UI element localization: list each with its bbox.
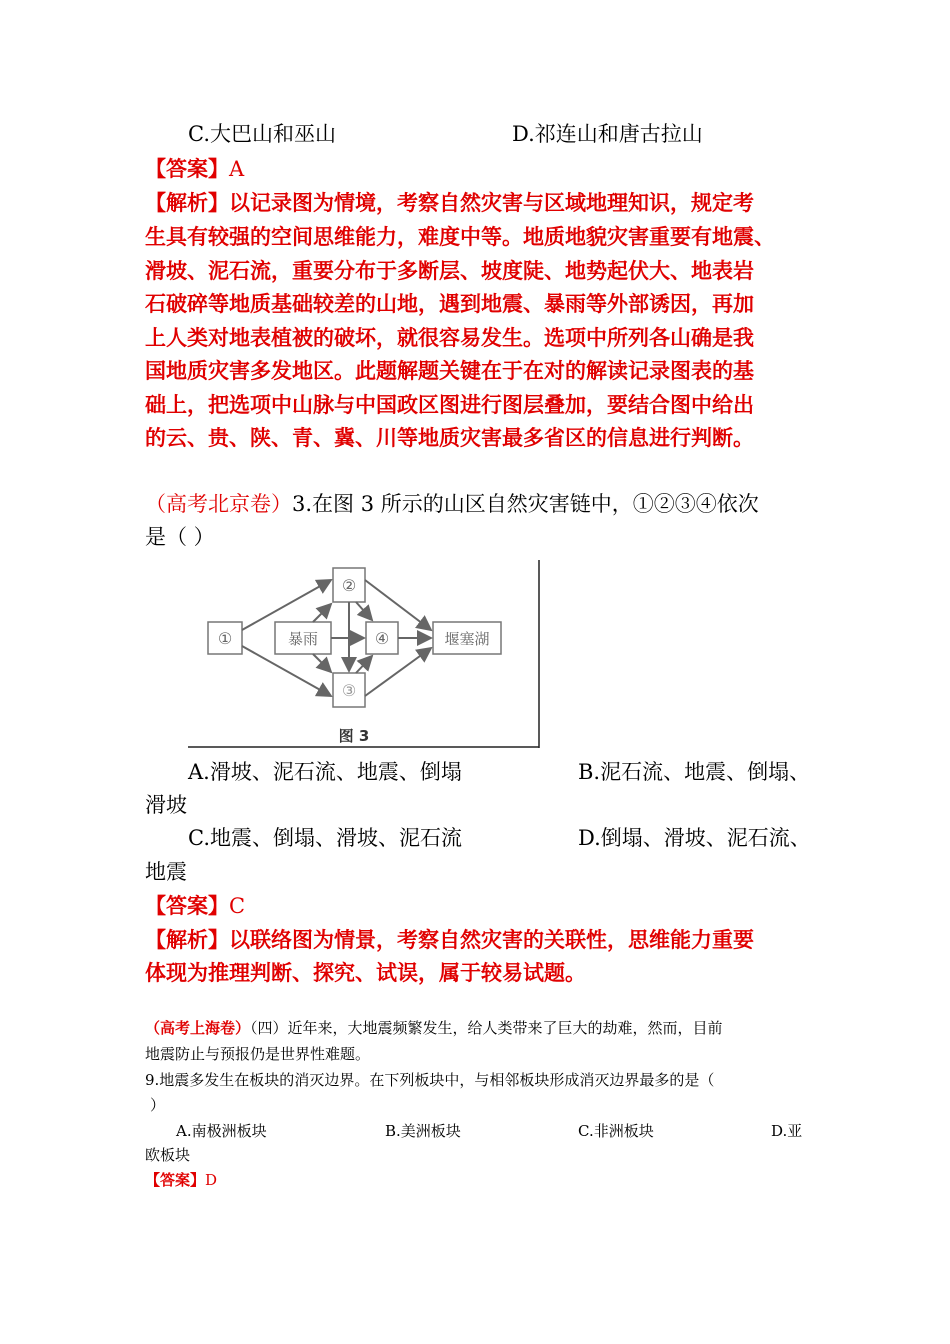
analysis-line-4: 石破碎等地质基础较差的山地，遇到地震、暴雨等外部诱因，再加 xyxy=(145,291,754,316)
box-2-label: ② xyxy=(341,576,357,595)
analysis-line-7: 础上，把选项中山脉与中国政区图进行图层叠加，要结合图中给出 xyxy=(145,392,754,417)
q9-answer-label: 【答案】 xyxy=(145,1171,206,1189)
option-d: D.祁连山和唐古拉山 xyxy=(512,122,703,146)
q9-option-c: C.非洲板块 xyxy=(578,1122,654,1140)
analysis-label: 【解析】 xyxy=(145,190,229,215)
q9-source: （高考上海卷） xyxy=(145,1019,251,1037)
analysis-line-3: 滑坡、泥石流，重要分布于多断层、坡度陡、地势起伏大、地表岩 xyxy=(145,258,754,283)
q9-stem-line-1: 9.地震多发生在板块的消灭边界。在下列板块中，与相邻板块形成消灭边界最多的是（ xyxy=(145,1071,715,1089)
q9-option-d: D.亚 xyxy=(771,1122,803,1140)
q3-stem-line-1 xyxy=(145,488,759,521)
analysis-line-1 xyxy=(145,186,754,219)
q3-stem-line-2: 是（ ） xyxy=(145,525,215,549)
q9-option-a: A.南极洲板块 xyxy=(176,1122,267,1140)
box-3-label: ③ xyxy=(341,681,357,700)
answer-line xyxy=(145,152,244,186)
q9-intro-line-1 xyxy=(145,1016,723,1040)
answer-value: A xyxy=(229,157,245,181)
box-rain-label: 暴雨 xyxy=(287,630,319,648)
q3-option-d: D.倒塌、滑坡、泥石流、 xyxy=(578,826,811,850)
q3-analysis-line-1 xyxy=(145,923,754,956)
analysis-line-2: 生具有较强的空间思维能力，难度中等。地质地貌灾害重要有地震、 xyxy=(145,224,775,249)
q9-intro-text: （四）近年来，大地震频繁发生，给人类带来了巨大的劫难，然而，目前 xyxy=(250,1019,723,1037)
q3-answer-label: 【答案】 xyxy=(145,893,229,918)
q3-option-a: A.滑坡、泥石流、地震、倒塌 xyxy=(188,760,462,784)
q9-answer-line xyxy=(145,1168,217,1192)
q3-option-b: B.泥石流、地震、倒塌、 xyxy=(578,760,811,784)
option-c: C.大巴山和巫山 xyxy=(188,122,336,146)
q3-answer-line xyxy=(145,889,245,923)
q3-option-c: C.地震、倒塌、滑坡、泥石流 xyxy=(188,826,462,850)
answer-label: 【答案】 xyxy=(145,156,229,181)
q3-stem-text: 3.在图 3 所示的山区自然灾害链中，①②③④依次 xyxy=(292,492,759,516)
analysis-line-6: 国地质灾害多发地区。此题解题关键在于在对的解读记录图表的基 xyxy=(145,358,754,383)
q9-answer-value: D xyxy=(205,1171,218,1189)
q9-intro-line-2: 地震防止与预报仍是世界性难题。 xyxy=(145,1045,371,1063)
q3-analysis-text: 以联络图为情景，考察自然灾害的关联性，思维能力重要 xyxy=(229,927,754,952)
q3-source: （高考北京卷） xyxy=(145,492,292,516)
box-4-label: ④ xyxy=(374,629,390,648)
analysis-text: 以记录图为情境，考察自然灾害与区域地理知识，规定考 xyxy=(229,190,754,215)
q9-stem-line-2: ） xyxy=(150,1096,166,1114)
q9-option-b: B.美洲板块 xyxy=(385,1122,461,1140)
box-1-label: ① xyxy=(217,629,233,648)
q9-option-d-cont: 欧板块 xyxy=(145,1146,191,1164)
q3-answer-value: C xyxy=(229,894,246,918)
disaster-chain-figure xyxy=(188,560,540,748)
q3-analysis-line-2: 体现为推理判断、探究、试误，属于较易试题。 xyxy=(145,960,586,985)
analysis-line-8: 的云、贵、陕、青、冀、川等地质灾害最多省区的信息进行判断。 xyxy=(145,425,754,450)
q3-analysis-label: 【解析】 xyxy=(145,927,229,952)
figure-caption: 图 3 xyxy=(338,727,370,745)
q3-option-b-cont: 滑坡 xyxy=(145,793,187,817)
q3-option-d-cont: 地震 xyxy=(145,860,187,884)
analysis-line-5: 上人类对地表植被的破坏，就很容易发生。选项中所列各山确是我 xyxy=(145,325,754,350)
box-lake-label: 堰塞湖 xyxy=(444,630,490,648)
